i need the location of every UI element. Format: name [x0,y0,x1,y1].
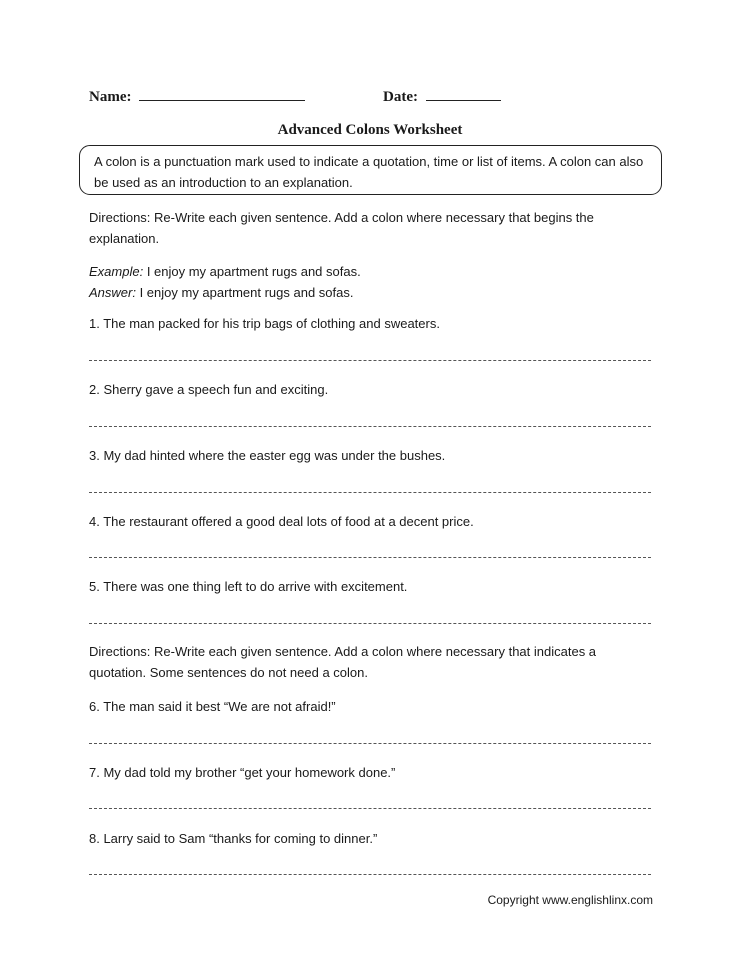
name-label: Name: [89,89,132,105]
question-3: 3. My dad hinted where the easter egg was under the bushes. [89,448,446,463]
answer-blank-6[interactable] [89,743,651,744]
name-line[interactable] [139,100,305,101]
date-field[interactable] [383,89,501,106]
question-1: 1. The man packed for his trip bags of clothing and sweaters. [89,316,440,331]
answer-label: Answer: [89,285,136,300]
question-8: 8. Larry said to Sam “thanks for coming to dinner.” [89,831,378,846]
question-7: 7. My dad told my brother “get your homework done.” [89,765,396,780]
directions-1: Directions: Re-Write each given sentence. Add a colon where necessary that begins the explanation. [89,210,594,246]
answer-blank-4[interactable] [89,557,651,558]
question-4: 4. The restaurant offered a good deal lots of food at a decent price. [89,514,474,529]
question-6: 6. The man said it best “We are not afraid!” [89,699,336,714]
answer-blank-8[interactable] [89,874,651,875]
answer-blank-1[interactable] [89,360,651,361]
page-title: Advanced Colons Worksheet [277,122,463,138]
example-label: Example: [89,264,144,279]
answer-blank-7[interactable] [89,808,651,809]
question-5: 5. There was one thing left to do arrive with excitement. [89,579,408,594]
answer-blank-3[interactable] [89,492,651,493]
directions-2: Directions: Re-Write each given sentence. Add a colon where necessary that indicates a quotation. Some sentences do not need a colon. [89,644,597,680]
example-text: I enjoy my apartment rugs and sofas. [143,264,361,279]
answer-line-text [89,282,353,303]
answer-blank-2[interactable] [89,426,651,427]
answer-blank-5[interactable] [89,623,651,624]
question-2: 2. Sherry gave a speech fun and exciting. [89,382,329,397]
name-field[interactable] [89,89,305,106]
date-label: Date: [383,89,418,105]
answer-text: I enjoy my apartment rugs and sofas. [135,285,354,300]
example-line [89,261,361,282]
date-line[interactable] [426,100,501,101]
intro-box: A colon is a punctuation mark used to indicate a quotation, time or list of items. A colon can also be used as an introduction to an explanation. [79,145,662,195]
copyright: Copyright www.englishlinx.com [487,893,653,907]
